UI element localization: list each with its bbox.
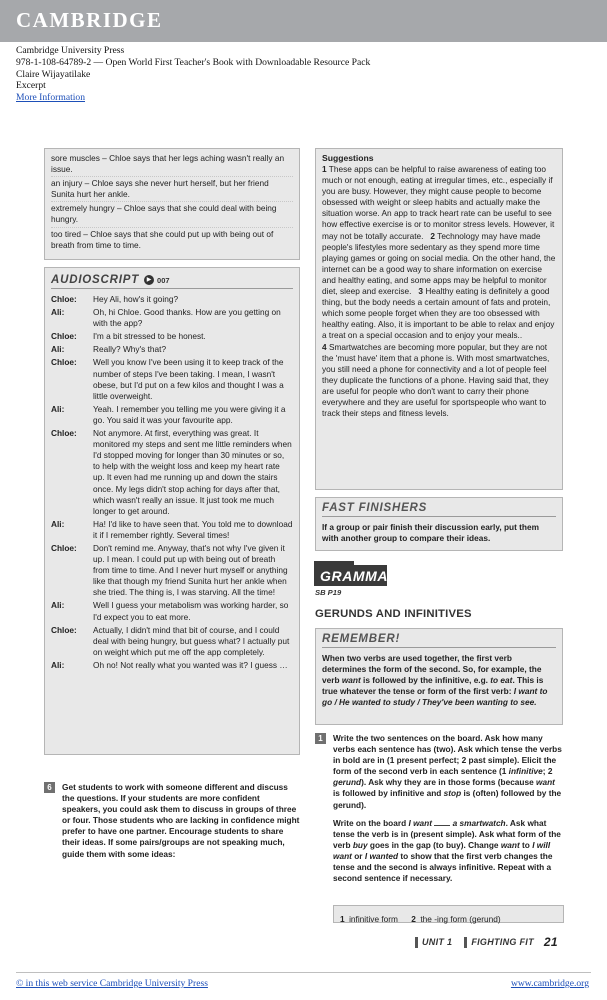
step-1-paragraph-2 bbox=[333, 818, 563, 885]
header-banner bbox=[0, 0, 607, 42]
more-information-link[interactable]: More Information bbox=[16, 92, 86, 104]
step-6 bbox=[44, 782, 300, 860]
suggestions-title: Suggestions bbox=[322, 153, 374, 163]
suggestions-text bbox=[322, 164, 556, 419]
step-text-part: or bbox=[351, 850, 365, 861]
remember-text bbox=[322, 653, 556, 708]
speaker: Chloe: bbox=[51, 428, 77, 439]
remember-examples: I want to go / He wanted to study / They've been wanting to see. bbox=[322, 686, 548, 708]
suggestion-number: 3 bbox=[418, 286, 424, 297]
footer-bar bbox=[415, 937, 418, 948]
dialogue-line bbox=[51, 660, 293, 671]
dialogue-line bbox=[51, 543, 293, 598]
step-1-paragraph-1 bbox=[333, 733, 563, 811]
note-item: sore muscles – Chloe says that her legs aching wasn't really an issue. bbox=[51, 153, 285, 175]
speech: Well I guess your metabolism was working harder, so I'd expect you to eat more. bbox=[93, 600, 289, 622]
speech: Ha! I'd like to have seen that. You told me to download it if I remember rightly. Several times! bbox=[93, 518, 293, 540]
suggestion-text: Healthy eating is definitely a good thing, but the body needs a certain amount of fats and protein, which some people forget when they are too obsessed with healthy eating. Also, it is important to be able to relax and enjoy a treat on a special occasion and to enjoy your meals.. bbox=[322, 286, 555, 341]
unit-label: UNIT 1 bbox=[422, 937, 453, 947]
step-text-part: to bbox=[519, 839, 533, 850]
step-text-part: ). Ask why they are in those forms (because bbox=[361, 777, 537, 788]
step-emphasis: want bbox=[536, 777, 555, 788]
answer-number: 2 bbox=[411, 914, 416, 924]
answer-notes-box bbox=[44, 148, 300, 260]
remember-text-part: . This is true whatever the tense or form of the first verb: bbox=[322, 675, 544, 697]
step-emphasis: buy bbox=[352, 839, 368, 850]
step-text-part: goes in the gap (to buy). Change bbox=[367, 839, 501, 850]
suggestion-number: 2 bbox=[430, 230, 436, 241]
step-emphasis: gerund bbox=[333, 777, 362, 788]
step-emphasis: stop bbox=[443, 788, 462, 799]
speaker: Ali: bbox=[51, 307, 65, 318]
author-name: Claire Wijayatilake bbox=[16, 68, 91, 80]
step-text-part: is followed by infinitive and bbox=[333, 788, 444, 799]
footer-divider bbox=[16, 972, 591, 973]
dialogue-line bbox=[51, 344, 293, 355]
gap-blank bbox=[434, 818, 450, 826]
speaker: Ali: bbox=[51, 659, 65, 670]
step-emphasis: a smartwatch bbox=[452, 817, 506, 828]
note-item: too tired – Chloe says that she could put up with being out of breath from time to time. bbox=[51, 227, 293, 251]
unit-title: FIGHTING FIT bbox=[471, 937, 534, 947]
step-emphasis: infinitive bbox=[508, 766, 543, 777]
publisher-name: Cambridge University Press bbox=[16, 45, 125, 56]
speech: Don't remind me. Anyway, that's not why I've given it up. I mean. I could put up with being out of breath from time to time. And I never hurt myself or anything like that though my friend Sunita hurt her ankle when she tried. The thing is, I was starving. All the time! bbox=[93, 542, 288, 598]
step-text-part: ; 2 bbox=[542, 766, 553, 777]
cambridge-logo: CAMBRIDGE bbox=[16, 8, 163, 32]
remember-text-part: When two verbs are used together, the first verb determines the form of the second. So, for example, the verb bbox=[322, 653, 542, 686]
speaker: Chloe: bbox=[51, 624, 77, 635]
answer-key-box bbox=[333, 905, 564, 923]
remember-box bbox=[315, 628, 563, 725]
grammar-section-tag: GRAMMAR bbox=[314, 565, 387, 586]
speech: Not anymore. At first, everything was great. It monitored my steps and sent me little reminders when I'd stopped moving for longer than 30 minutes or so, to help with the weight loss and keep my heart rate up. It even had me running up and down the stairs once. My legs didn't stop aching for days after that, which wasn't really an issue. It just took me much longer to get around. bbox=[93, 428, 292, 516]
speech: Actually, I didn't mind that bit of course, and I could deal with being hungry, but guess what? I actually put on weight which put me off the app completely. bbox=[93, 624, 290, 657]
speech: Hey Ali, how's it going? bbox=[93, 294, 179, 304]
remember-emphasis: want bbox=[341, 675, 361, 686]
answer-number: 1 bbox=[340, 914, 345, 924]
step-number-badge: 1 bbox=[315, 733, 326, 744]
suggestion-number: 4 bbox=[322, 341, 327, 352]
audio-track-icon: ▶ bbox=[144, 275, 154, 285]
dialogue-line bbox=[51, 600, 293, 622]
note-item: extremely hungry – Chloe says that she could deal with being hungry. bbox=[51, 201, 293, 225]
fast-finishers-title: FAST FINISHERS bbox=[322, 502, 556, 517]
speech: Yeah. I remember you telling me you were giving it a go. You said it was your favourite app. bbox=[93, 403, 286, 425]
audio-track-number: 007 bbox=[157, 275, 170, 285]
step-text-part: Write the two sentences on the board. Ask how many verbs each sentence has (two). Ask which tense the verbs in bold are in (1 present perfect; 2 past simple). Elicit the form of the second verb in each sentence (1 bbox=[333, 733, 562, 777]
step-emphasis: I will want bbox=[333, 839, 551, 861]
speaker: Ali: bbox=[51, 518, 65, 529]
fast-finishers-text: If a group or pair finish their discussion early, put them with another group to compare their ideas. bbox=[322, 522, 539, 544]
audioscript-title: AUDIOSCRIPT bbox=[51, 274, 140, 286]
speaker: Ali: bbox=[51, 403, 65, 414]
dialogue-line bbox=[51, 331, 293, 342]
step-text-part: is (often) followed by the gerund). bbox=[333, 788, 562, 810]
students-book-reference: SB P19 bbox=[315, 588, 342, 597]
page-footer bbox=[415, 935, 558, 949]
remember-text-part: is followed by the infinitive, e.g. bbox=[360, 675, 491, 686]
excerpt-label: Excerpt bbox=[16, 80, 46, 92]
speaker: Chloe: bbox=[51, 294, 77, 304]
speech: Oh no! Not really what you wanted was it? I guess … bbox=[93, 659, 288, 670]
step-emphasis: I want bbox=[408, 817, 432, 828]
dialogue-line bbox=[51, 404, 293, 426]
speaker: Chloe: bbox=[51, 542, 77, 553]
step-number-badge: 6 bbox=[44, 782, 55, 793]
page-number: 21 bbox=[543, 935, 558, 949]
remember-emphasis: to eat bbox=[490, 675, 513, 686]
fast-finishers-box bbox=[315, 497, 563, 551]
speaker: Chloe: bbox=[51, 357, 77, 368]
note-item: an injury – Chloe says she never hurt herself, but her friend Sunita hurt her ankle. bbox=[51, 176, 293, 200]
speech: I'm a bit stressed to be honest. bbox=[93, 331, 206, 342]
step-text-part: to show that the first verb changes the tense and the second is always infinitive. Repeat with a second sentence if necessary. bbox=[333, 850, 553, 884]
answer-text: infinitive form bbox=[349, 914, 398, 924]
dialogue-line bbox=[51, 294, 293, 305]
step-1 bbox=[315, 733, 563, 884]
speaker: Chloe: bbox=[51, 331, 77, 342]
audioscript-header bbox=[51, 272, 293, 289]
dialogue-line bbox=[51, 428, 293, 517]
audioscript-box bbox=[44, 267, 300, 755]
step-6-instructions: Get students to work with someone different and discuss the questions. If your students are more confident speakers, you could ask them to discuss in groups of three or four. Those students who are lacking in confidence might prefer to have one partner. Encourage students to share their ideas. If some pairs/groups are not speaking much, guide them with some ideas: bbox=[62, 782, 300, 859]
grammar-section-title: GERUNDS AND INFINITIVES bbox=[315, 608, 472, 620]
speech: Really? Why's that? bbox=[93, 344, 167, 355]
dialogue-line bbox=[51, 625, 293, 658]
suggestion-text: Technology may have made people's lifestyles more sedentary as they spend more time playing games or going on social media. On the other hand, the internet can be a good way to share information on exercise and healthy eating, and some apps may be helpful to monitor diet, sleep and exercise. bbox=[322, 230, 556, 297]
step-text-part: . Ask what tense the verb is in (present simple). Ask what form of the verb bbox=[333, 817, 561, 850]
speech: Well you know I've been using it to keep track of the number of steps I've been taking. I mean, I wasn't obese, but I'd put on a few kilos and thought I was a little overweight. bbox=[93, 357, 284, 401]
dialogue-line bbox=[51, 357, 293, 401]
suggestion-number: 1 bbox=[322, 164, 327, 174]
answer-text: the -ing form (gerund) bbox=[420, 914, 501, 924]
step-text-part: Write on the board bbox=[333, 817, 409, 828]
cambridge-website-link[interactable]: www.cambridge.org bbox=[510, 978, 589, 989]
suggestions-box bbox=[315, 148, 563, 490]
speech: Oh, hi Chloe. Good thanks. How are you getting on with the app? bbox=[93, 307, 281, 329]
dialogue-line bbox=[51, 307, 293, 329]
dialogue-line bbox=[51, 519, 293, 541]
speaker: Ali: bbox=[51, 600, 65, 611]
footer-bar bbox=[464, 937, 467, 948]
speaker: Ali: bbox=[51, 344, 65, 355]
remember-title: REMEMBER! bbox=[322, 633, 556, 648]
suggestion-text: These apps can be helpful to raise awareness of eating too much or not enough, eating at irregular times, etc., especially if you are busy. However, they might cause people to become obsessed with weight or sleep habits and actually make the situation worse. An app to track heart rate can be useful to see how effective exercise is or to monitor stress levels. However, it may not be totally accurate. bbox=[322, 164, 555, 241]
book-metadata bbox=[16, 45, 370, 104]
copyright-link[interactable]: © in this web service Cambridge University Press bbox=[16, 978, 208, 989]
isbn-title: 978-1-108-64789-2 — Open World First Teacher's Book with Downloadable Resource Pack bbox=[16, 56, 371, 68]
step-emphasis: want bbox=[500, 839, 520, 850]
suggestion-text: Smartwatches are becoming more popular, but they are not the 'must have' item that a phone is. With most smartwatches, you still need a phone for connectivity and a lot of people feel they duplicate the functions of a phone. Having said that, they are useful for people who don't want to carry their phone everywhere and they are useful for sportspeople who want to track their steps and fitness levels. bbox=[322, 341, 550, 419]
step-emphasis: I wanted bbox=[364, 850, 399, 861]
